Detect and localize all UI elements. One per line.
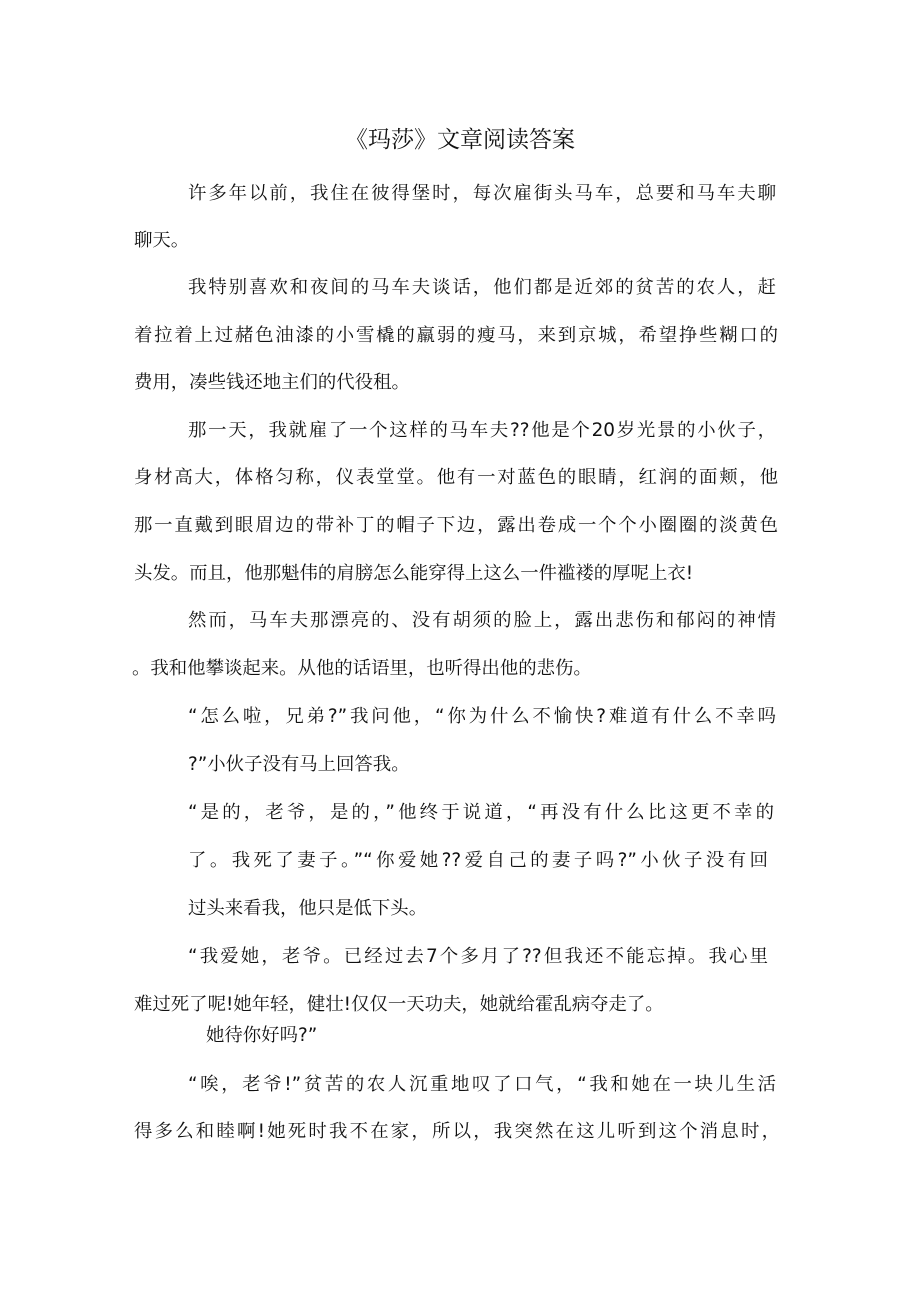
- text-line: 得多么和睦啊!她死时我不在家，所以，我突然在这儿听到这个消息时，: [134, 1121, 780, 1142]
- text-line: 了。我死了妻子。”“你爱她??爱自己的妻子吗?”小伙子没有回: [188, 850, 768, 871]
- text-line: 。我和他攀谈起来。从他的话语里，也听得出他的悲伤。: [132, 658, 592, 679]
- text-line: “我爱她，老爷。已经过去7个多月了??但我还不能忘掉。我心里: [188, 946, 768, 967]
- text-line: “怎么啦，兄弟?”我问他，“你为什么不愉快?难道有什么不幸吗: [188, 706, 776, 727]
- text-line: 头发。而且，他那魁伟的肩膀怎么能穿得上这么一件褴褛的厚呢上衣!: [134, 563, 694, 584]
- text-line: 她待你好吗?”: [206, 1025, 318, 1046]
- text-line: 聊天。: [134, 230, 190, 251]
- text-line: ?”小伙子没有马上回答我。: [188, 754, 410, 775]
- text-line: “唉，老爷!”贫苦的农人沉重地叹了口气，“我和她在一块儿生活: [188, 1074, 776, 1095]
- text-line: “是的，老爷，是的，”他终于说道，“再没有什么比这更不幸的: [188, 802, 774, 823]
- text-line: 我特别喜欢和夜间的马车夫谈话，他们都是近郊的贫苦的农人，赶: [188, 277, 776, 298]
- document-title: 《玛莎》文章阅读答案: [345, 127, 575, 153]
- text-line: 过头来看我，他只是低下头。: [188, 898, 428, 919]
- text-line: 着拉着上过赭色油漆的小雪橇的羸弱的瘦马，来到京城，希望挣些糊口的: [134, 325, 778, 346]
- text-line: 费用，凑些钱还地主们的代役租。: [134, 372, 410, 393]
- text-line: 那一直戴到眼眉边的带补丁的帽子下边，露出卷成一个个小圈圈的淡黄色: [134, 515, 778, 536]
- text-line: 难过死了呢!她年轻，健壮!仅仅一天功夫，她就给霍乱病夺走了。: [134, 994, 664, 1015]
- text-line: 许多年以前，我住在彼得堡时，每次雇街头马车，总要和马车夫聊: [188, 183, 776, 204]
- text-line: 那一天，我就雇了一个这样的马车夫??他是个20岁光景的小伙子，: [188, 420, 776, 441]
- text-line: 身材高大，体格匀称，仪表堂堂。他有一对蓝色的眼睛，红润的面颊，他: [134, 467, 778, 488]
- text-line: 然而，马车夫那漂亮的、没有胡须的脸上，露出悲伤和郁闷的神情: [188, 610, 776, 631]
